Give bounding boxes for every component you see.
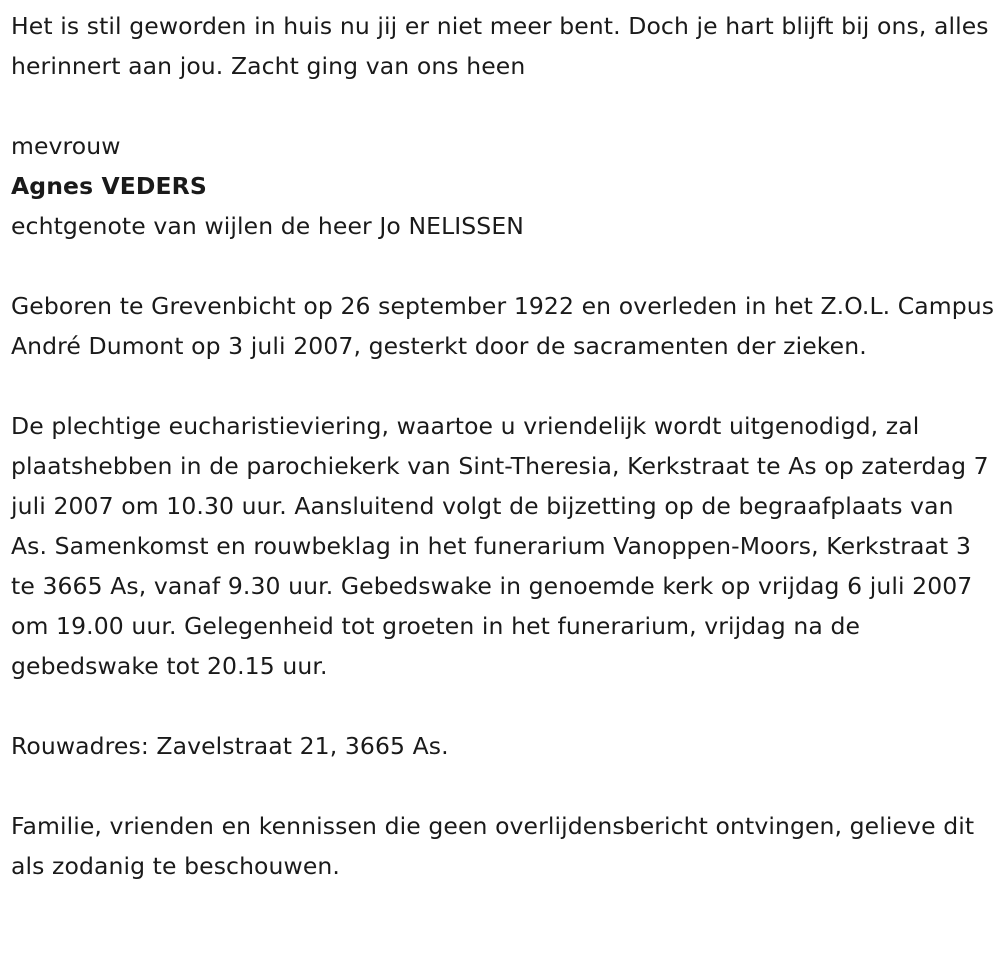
- spacer: [11, 246, 996, 286]
- deceased-name: Agnes VEDERS: [11, 172, 207, 200]
- spouse-line: echtgenote van wijlen de heer Jo NELISSEN: [11, 212, 524, 240]
- birth-death-paragraph: Geboren te Grevenbicht op 26 september 1922 en overleden in het Z.O.L. Campus André Dumont op 3 juli 2007, gesterkt door de sacramenten der zieken.: [11, 292, 995, 360]
- obituary-notice: [11, 6, 996, 886]
- spacer: [11, 86, 996, 126]
- intro-paragraph: Het is stil geworden in huis nu jij er niet meer bent. Doch je hart blijft bij ons, alles herinnert aan jou. Zacht ging van ons heen: [11, 12, 989, 80]
- ceremony-paragraph: De plechtige eucharistieviering, waartoe u vriendelijk wordt uitgenodigd, zal plaatshebben in de parochiekerk van Sint-Theresia, Kerkstraat te As op zaterdag 7 juli 2007 om 10.30 uur. Aansluitend volgt de bijzetting op de begraafplaats van As. Samenkomst en rouwbeklag in het funerarium Vanoppen-Moors, Kerkstraat 3 te 3665 As, vanaf 9.30 uur. Gebedswake in genoemde kerk op vrijdag 6 juli 2007 om 19.00 uur. Gelegenheid tot groeten in het funerarium, vrijdag na de gebedswake tot 20.15 uur.: [11, 412, 989, 680]
- closing-paragraph: Familie, vrienden en kennissen die geen overlijdensbericht ontvingen, gelieve dit als zodanig te beschouwen.: [11, 812, 975, 880]
- spacer: [11, 366, 996, 406]
- spacer: [11, 686, 996, 726]
- mourning-address: Rouwadres: Zavelstraat 21, 3665 As.: [11, 732, 449, 760]
- spacer: [11, 766, 996, 806]
- honorific: mevrouw: [11, 132, 121, 160]
